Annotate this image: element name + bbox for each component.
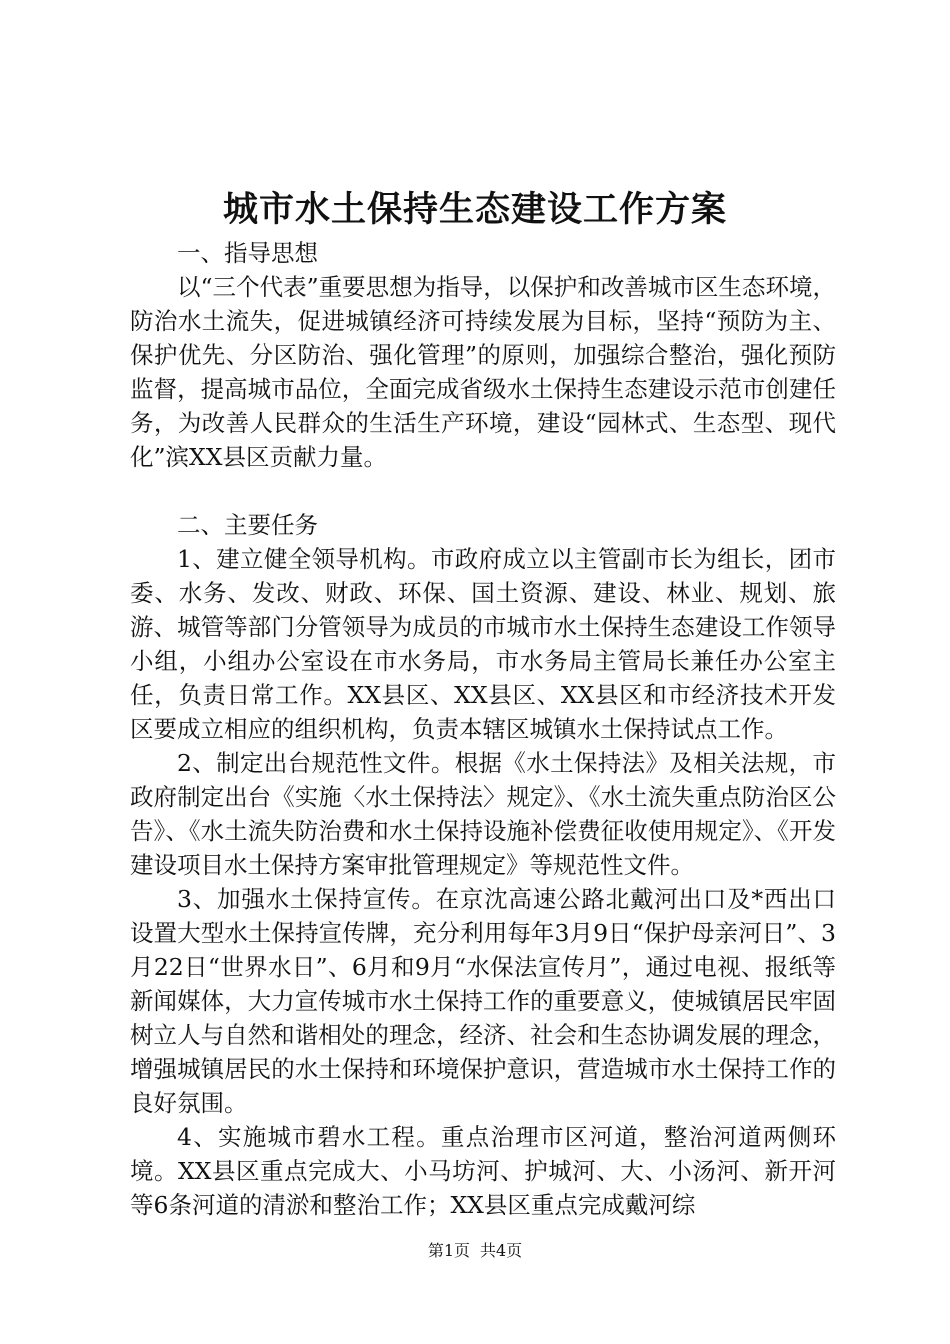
page-total: 共4页 (480, 1241, 523, 1260)
paragraph-task-3: 3、加强水土保持宣传。在京沈高速公路北戴河出口及*西出口设置大型水土保持宣传牌，充分利用每年3月9日“保护母亲河日”、3月22日“世界水日”、6月和9月“水保法宣传月”，通过电视、报纸等新闻媒体，大力宣传城市水土保持工作的重要意义，使城镇居民牢固树立人与自然和谐相处的理念，经济、社会和生态协调发展的理念，增强城镇居民的水土保持和环境保护意识，营造城市水土保持工作的良好氛围。 (130, 885, 836, 1117)
paragraph-guiding-ideology: 以“三个代表”重要思想为指导，以保护和改善城市区生态环境，防治水土流失，促进城镇经济可持续发展为目标，坚持“预防为主、保护优先、分区防治、强化管理”的原则，加强综合整治，强化预防监督，提高城市品位，全面完成省级水土保持生态建设示范市创建任务，为改善人民群众的生活生产环境，建设“园林式、生态型、现代化”滨XX县区贡献力量。 (130, 273, 836, 471)
page-footer (0, 1240, 950, 1262)
section-heading-guiding-ideology: 一、指导思想 (177, 239, 318, 267)
paragraph-task-1: 1、建立健全领导机构。市政府成立以主管副市长为组长，团市委、水务、发改、财政、环保、国土资源、建设、林业、规划、旅游、城管等部门分管领导为成员的市城市水土保持生态建设工作领导小组，小组办公室设在市水务局，市水务局主管局长兼任办公室主任，负责日常工作。XX县区、XX县区、XX县区和市经济技术开发区要成立相应的组织机构，负责本辖区城镇水土保持试点工作。 (130, 545, 836, 743)
paragraph-task-2: 2、制定出台规范性文件。根据《水土保持法》及相关法规，市政府制定出台《实施〈水土保持法〉规定》、《水土流失重点防治区公告》、《水土流失防治费和水土保持设施补偿费征收使用规定》、《开发建设项目水土保持方案审批管理规定》等规范性文件。 (130, 749, 836, 879)
paragraph-task-4: 4、实施城市碧水工程。重点治理市区河道，整治河道两侧环境。XX县区重点完成大、小马坊河、护城河、大、小汤河、新开河等6条河道的清淤和整治工作；XX县区重点完成戴河综 (130, 1123, 836, 1219)
document-body (130, 236, 836, 1222)
section-heading-main-tasks: 二、主要任务 (177, 511, 318, 539)
section-spacer (130, 474, 836, 508)
document-title: 城市水土保持生态建设工作方案 (222, 189, 727, 230)
page-number: 第1页 (427, 1241, 470, 1260)
